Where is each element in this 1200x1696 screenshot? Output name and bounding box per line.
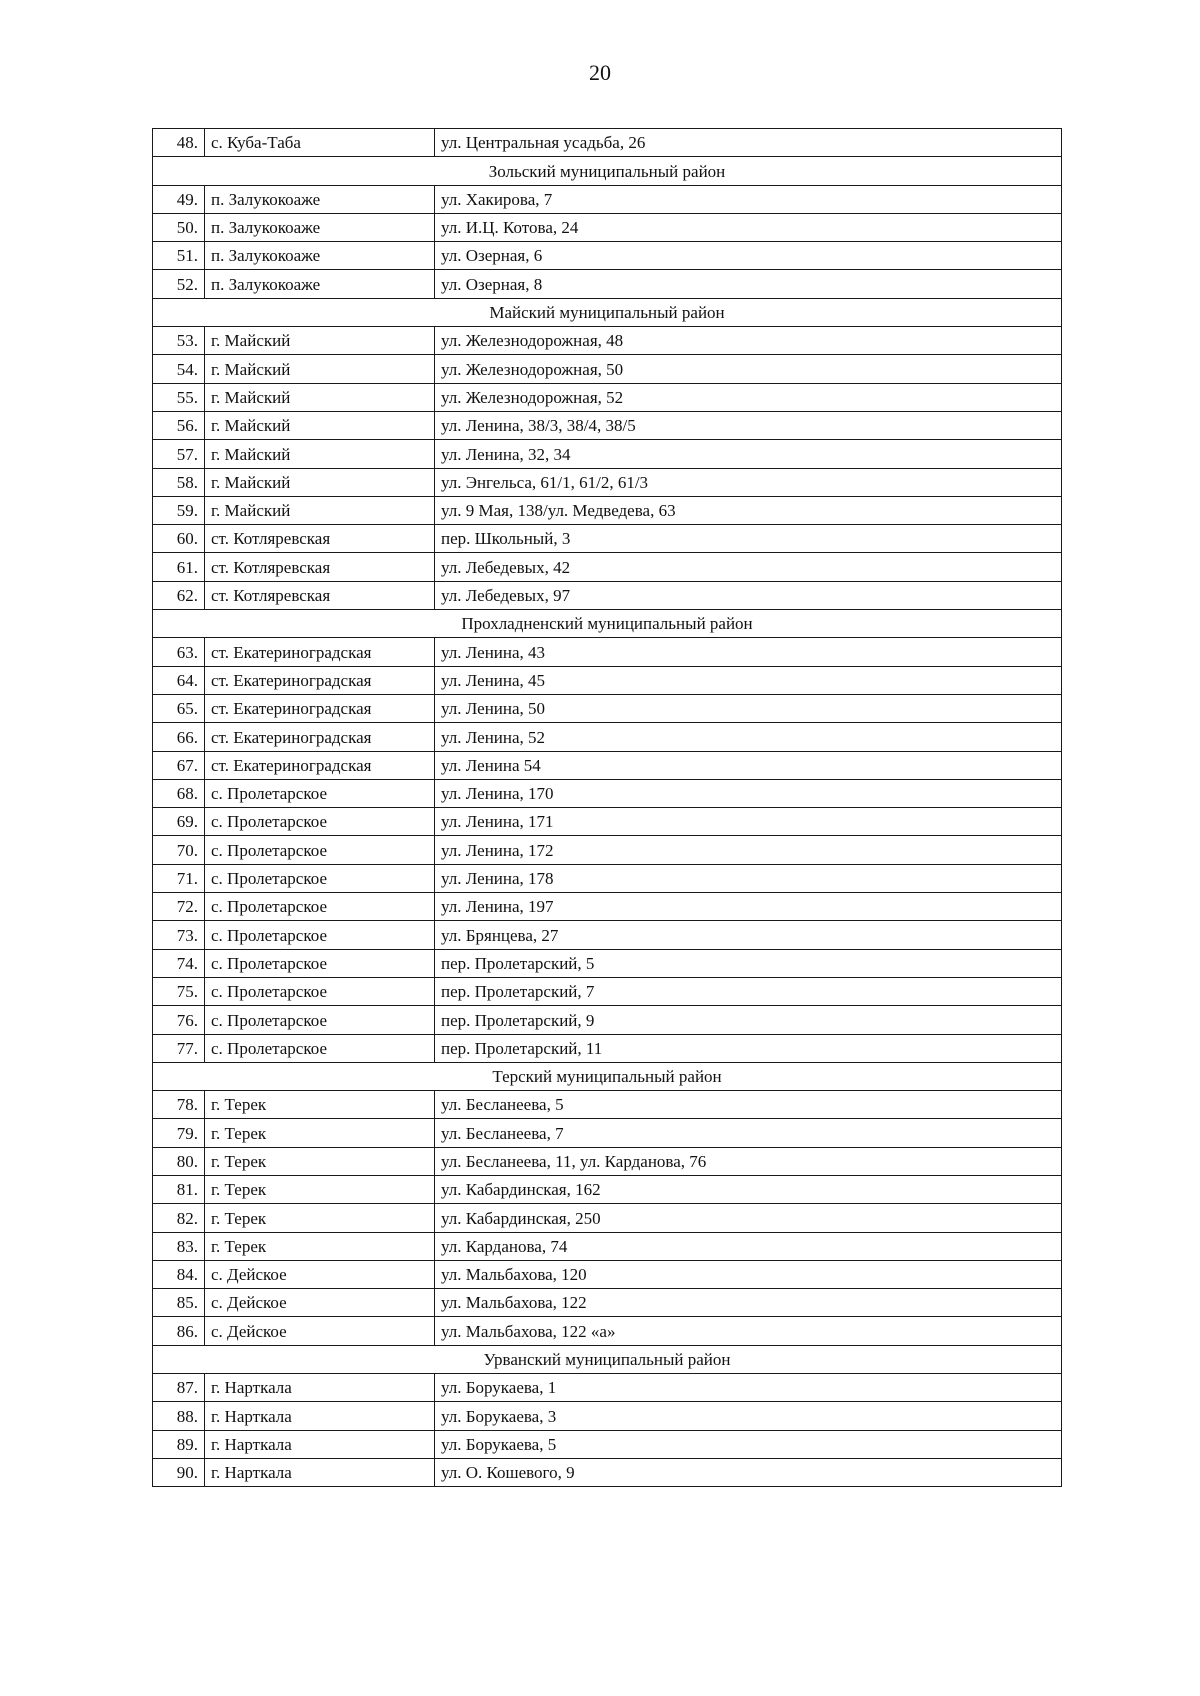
row-number: 57. [153,440,205,468]
row-number: 70. [153,836,205,864]
table-row [153,581,1062,609]
table-row [153,270,1062,298]
table-row [153,1147,1062,1175]
locality-cell: г. Майский [205,327,435,355]
locality-cell: ст. Екатериноградская [205,723,435,751]
address-cell: ул. О. Кошевого, 9 [435,1458,1062,1486]
row-number: 89. [153,1430,205,1458]
row-number: 77. [153,1034,205,1062]
district-name: Терский муниципальный район [153,1062,1062,1090]
locality-cell: с. Пролетарское [205,893,435,921]
row-number: 58. [153,468,205,496]
table-row [153,779,1062,807]
address-cell: ул. Брянцева, 27 [435,921,1062,949]
locality-cell: г. Майский [205,440,435,468]
address-cell: ул. Ленина, 50 [435,694,1062,722]
locality-cell: с. Пролетарское [205,1006,435,1034]
address-cell: ул. Кабардинская, 162 [435,1175,1062,1203]
row-number: 52. [153,270,205,298]
locality-cell: г. Терек [205,1147,435,1175]
district-name: Зольский муниципальный район [153,157,1062,185]
address-table [152,128,1062,1487]
locality-cell: г. Майский [205,496,435,524]
table-row [153,694,1062,722]
locality-cell: г. Нарткала [205,1402,435,1430]
district-header-row [153,1345,1062,1373]
locality-cell: п. Залукокоаже [205,270,435,298]
row-number: 49. [153,185,205,213]
address-cell: ул. Ленина, 178 [435,864,1062,892]
address-cell: ул. Озерная, 8 [435,270,1062,298]
row-number: 69. [153,808,205,836]
row-number: 54. [153,355,205,383]
row-number: 86. [153,1317,205,1345]
locality-cell: г. Терек [205,1175,435,1203]
table-row [153,977,1062,1005]
address-cell: ул. Ленина, 43 [435,638,1062,666]
locality-cell: г. Терек [205,1232,435,1260]
row-number: 73. [153,921,205,949]
table-row [153,327,1062,355]
table-row [153,129,1062,157]
row-number: 82. [153,1204,205,1232]
address-cell: ул. Ленина, 197 [435,893,1062,921]
locality-cell: с. Пролетарское [205,808,435,836]
row-number: 63. [153,638,205,666]
row-number: 83. [153,1232,205,1260]
address-cell: ул. Борукаева, 3 [435,1402,1062,1430]
table-row [153,383,1062,411]
address-cell: ул. Мальбахова, 122 [435,1289,1062,1317]
locality-cell: г. Майский [205,355,435,383]
locality-cell: г. Терек [205,1204,435,1232]
locality-cell: г. Нарткала [205,1430,435,1458]
table-row [153,1006,1062,1034]
table-row [153,1317,1062,1345]
address-cell: ул. Борукаева, 1 [435,1374,1062,1402]
locality-cell: г. Майский [205,383,435,411]
row-number: 48. [153,129,205,157]
table-row [153,496,1062,524]
table-row [153,751,1062,779]
table-row [153,468,1062,496]
locality-cell: с. Пролетарское [205,921,435,949]
locality-cell: ст. Екатериноградская [205,751,435,779]
row-number: 78. [153,1091,205,1119]
table-row [153,1034,1062,1062]
row-number: 55. [153,383,205,411]
row-number: 53. [153,327,205,355]
table-row [153,638,1062,666]
address-cell: ул. Ленина, 38/3, 38/4, 38/5 [435,411,1062,439]
address-cell: ул. Ленина, 52 [435,723,1062,751]
row-number: 88. [153,1402,205,1430]
district-name: Урванский муниципальный район [153,1345,1062,1373]
table-row [153,723,1062,751]
row-number: 68. [153,779,205,807]
table-row [153,1402,1062,1430]
locality-cell: ст. Котляревская [205,581,435,609]
table-row [153,1091,1062,1119]
table-row [153,666,1062,694]
row-number: 59. [153,496,205,524]
table-row [153,1204,1062,1232]
locality-cell: с. Дейское [205,1260,435,1288]
row-number: 71. [153,864,205,892]
row-number: 56. [153,411,205,439]
row-number: 76. [153,1006,205,1034]
address-cell: ул. Бесланеева, 11, ул. Карданова, 76 [435,1147,1062,1175]
address-table-body [153,129,1062,1487]
locality-cell: с. Пролетарское [205,864,435,892]
district-header-row [153,298,1062,326]
table-row [153,1232,1062,1260]
district-name: Майский муниципальный район [153,298,1062,326]
table-row [153,1289,1062,1317]
row-number: 87. [153,1374,205,1402]
table-row [153,1374,1062,1402]
row-number: 65. [153,694,205,722]
row-number: 90. [153,1458,205,1486]
table-row [153,525,1062,553]
address-cell: ул. Лебедевых, 42 [435,553,1062,581]
address-cell: пер. Пролетарский, 5 [435,949,1062,977]
locality-cell: с. Пролетарское [205,977,435,1005]
address-cell: ул. Бесланеева, 7 [435,1119,1062,1147]
table-row [153,440,1062,468]
locality-cell: с. Дейское [205,1289,435,1317]
address-cell: пер. Пролетарский, 7 [435,977,1062,1005]
table-row [153,864,1062,892]
row-number: 51. [153,242,205,270]
row-number: 85. [153,1289,205,1317]
address-table-container [152,128,1062,1487]
address-cell: ул. Бесланеева, 5 [435,1091,1062,1119]
locality-cell: г. Терек [205,1091,435,1119]
address-cell: пер. Пролетарский, 11 [435,1034,1062,1062]
address-cell: ул. Ленина, 172 [435,836,1062,864]
address-cell: ул. Центральная усадьба, 26 [435,129,1062,157]
address-cell: ул. Ленина 54 [435,751,1062,779]
locality-cell: п. Залукокоаже [205,213,435,241]
address-cell: ул. Лебедевых, 97 [435,581,1062,609]
address-cell: ул. И.Ц. Котова, 24 [435,213,1062,241]
table-row [153,1260,1062,1288]
address-cell: ул. Кабардинская, 250 [435,1204,1062,1232]
table-row [153,893,1062,921]
locality-cell: п. Залукокоаже [205,242,435,270]
address-cell: ул. Ленина, 170 [435,779,1062,807]
table-row [153,213,1062,241]
locality-cell: с. Пролетарское [205,949,435,977]
address-cell: ул. Ленина, 171 [435,808,1062,836]
address-cell: ул. Ленина, 32, 34 [435,440,1062,468]
row-number: 66. [153,723,205,751]
address-cell: ул. Борукаева, 5 [435,1430,1062,1458]
address-cell: пер. Пролетарский, 9 [435,1006,1062,1034]
row-number: 81. [153,1175,205,1203]
district-header-row [153,1062,1062,1090]
table-row [153,242,1062,270]
locality-cell: ст. Котляревская [205,525,435,553]
district-header-row [153,157,1062,185]
locality-cell: г. Терек [205,1119,435,1147]
address-cell: ул. Озерная, 6 [435,242,1062,270]
address-cell: ул. Мальбахова, 120 [435,1260,1062,1288]
table-row [153,355,1062,383]
address-cell: ул. Энгельса, 61/1, 61/2, 61/3 [435,468,1062,496]
locality-cell: г. Майский [205,411,435,439]
locality-cell: с. Куба-Таба [205,129,435,157]
district-header-row [153,610,1062,638]
locality-cell: с. Пролетарское [205,836,435,864]
locality-cell: с. Пролетарское [205,1034,435,1062]
table-row [153,1119,1062,1147]
locality-cell: ст. Екатериноградская [205,666,435,694]
row-number: 50. [153,213,205,241]
table-row [153,411,1062,439]
locality-cell: ст. Екатериноградская [205,694,435,722]
address-cell: ул. Железнодорожная, 48 [435,327,1062,355]
table-row [153,1458,1062,1486]
locality-cell: с. Дейское [205,1317,435,1345]
row-number: 75. [153,977,205,1005]
table-row [153,553,1062,581]
address-cell: пер. Школьный, 3 [435,525,1062,553]
address-cell: ул. Железнодорожная, 50 [435,355,1062,383]
row-number: 72. [153,893,205,921]
row-number: 61. [153,553,205,581]
page-number: 20 [589,60,611,85]
row-number: 84. [153,1260,205,1288]
locality-cell: г. Нарткала [205,1374,435,1402]
row-number: 60. [153,525,205,553]
address-cell: ул. Хакирова, 7 [435,185,1062,213]
row-number: 79. [153,1119,205,1147]
address-cell: ул. Ленина, 45 [435,666,1062,694]
row-number: 74. [153,949,205,977]
row-number: 62. [153,581,205,609]
table-row [153,836,1062,864]
locality-cell: ст. Екатериноградская [205,638,435,666]
row-number: 64. [153,666,205,694]
address-cell: ул. 9 Мая, 138/ул. Медведева, 63 [435,496,1062,524]
row-number: 80. [153,1147,205,1175]
locality-cell: п. Залукокоаже [205,185,435,213]
address-cell: ул. Карданова, 74 [435,1232,1062,1260]
locality-cell: г. Нарткала [205,1458,435,1486]
table-row [153,1175,1062,1203]
address-cell: ул. Мальбахова, 122 «а» [435,1317,1062,1345]
district-name: Прохладненский муниципальный район [153,610,1062,638]
table-row [153,1430,1062,1458]
row-number: 67. [153,751,205,779]
locality-cell: с. Пролетарское [205,779,435,807]
locality-cell: ст. Котляревская [205,553,435,581]
locality-cell: г. Майский [205,468,435,496]
table-row [153,185,1062,213]
table-row [153,808,1062,836]
table-row [153,921,1062,949]
table-row [153,949,1062,977]
address-cell: ул. Железнодорожная, 52 [435,383,1062,411]
